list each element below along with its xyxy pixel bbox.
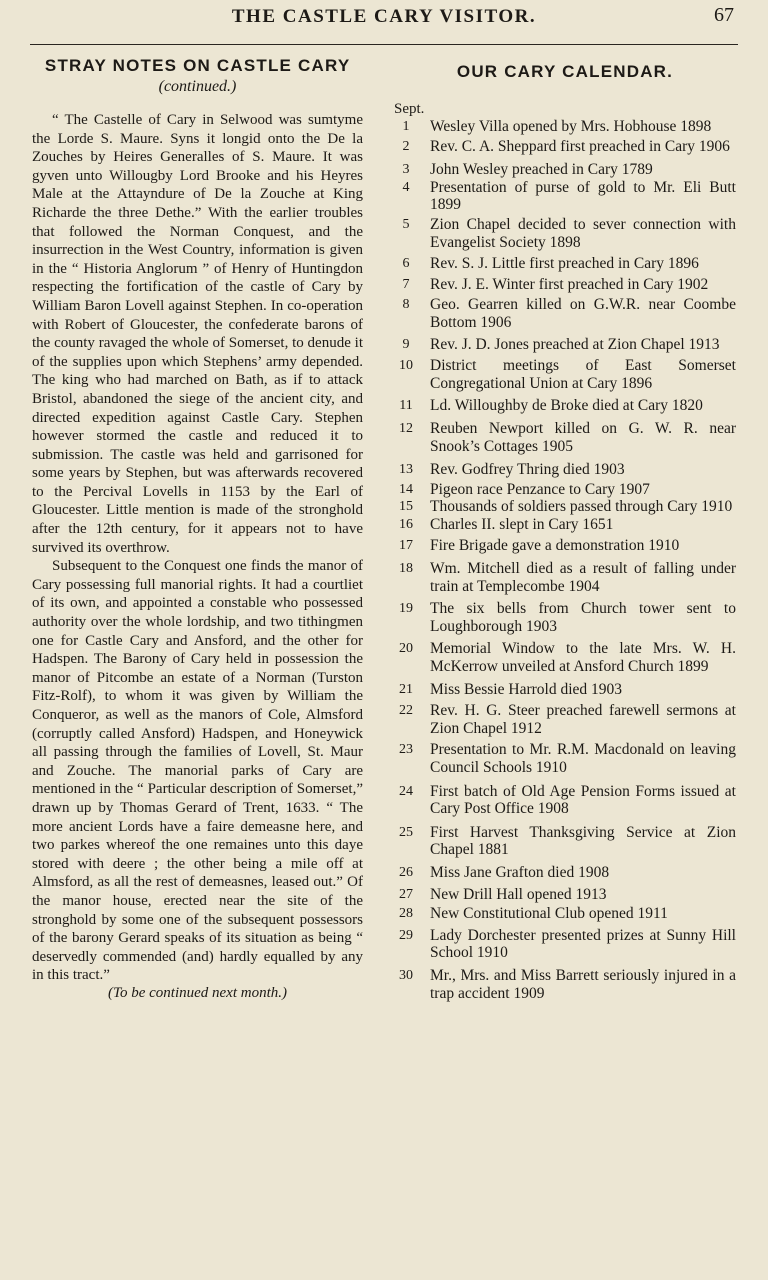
calendar-entry-text: Rev. S. J. Little first preached in Cary 1896	[430, 255, 699, 273]
calendar-day-number: 19	[399, 601, 413, 617]
calendar-entry	[394, 296, 736, 331]
calendar-entry-text: Mr., Mrs. and Miss Barrett seriously injured in a trap accident 1909	[430, 966, 736, 1002]
calendar-entry-text: First batch of Old Age Pension Forms issued at Cary Post Office 1908	[430, 782, 736, 818]
calendar-day-number: 20	[399, 641, 413, 657]
calendar-entry	[394, 216, 736, 251]
calendar-entry	[394, 681, 736, 699]
calendar-entry	[394, 560, 736, 595]
calendar-day-number: 5	[402, 216, 410, 232]
calendar-entry-text: Rev. J. D. Jones preached at Zion Chapel 1913	[430, 335, 720, 353]
calendar-entry-text: Thousands of soldiers passed through Cary 1910	[430, 498, 733, 516]
calendar-day-number: 9	[402, 336, 410, 352]
calendar-day-number: 17	[399, 538, 413, 554]
publication-title: THE CASTLE CARY VISITOR.	[231, 6, 537, 27]
calendar-entry	[394, 179, 736, 214]
calendar-entry	[394, 161, 736, 179]
calendar-column	[394, 56, 736, 1002]
calendar-entry-text: Reuben Newport killed on G. W. R. near Snook’s Cottages 1905	[430, 419, 736, 455]
calendar-entry	[394, 927, 736, 962]
stray-notes-paragraph: Subsequent to the Conquest one finds the manor of Cary possessing full manorial rights. It had a courtliet of its own, and appointed a constable who possessed authority over the whole lordship, and two tithingmen one for Castle Cary and Ansford, and the other for Hadspen. The Barony of Cary held in possession the manor of Pitcombe an estate of a Norman (Turston Fitz-Rolf), to whom it was given by William the Conqueror, as well as the manors of Cole, Almsford (corruptly called Ansford) Hadspen, and Honeywick all passing through the families of Lovell, St. Maur and Zouche. The manorial parks of Cary are mentioned in the “ Particular description of Somerset,” drawn up by Thomas Gerard of Trent, 1633. “ The more ancient Lords have a faire demeasne here, and two parkes whereof the one remaines unto this daye stored with deere ; the other being a mile off at Almsford, as all the rest of demeasnes, leased out.” Of the manor house, erected near the site of the stronghold by some one of the subsequent possessors of the barony Gerard speaks of its situation as being “ deservedly commended (and) hardly equalled by any in this tract.”	[32, 558, 363, 984]
calendar-day-number: 30	[399, 967, 413, 983]
calendar-day-number: 25	[399, 824, 413, 840]
calendar-entry-text: Wesley Villa opened by Mrs. Hobhouse 1898	[430, 118, 712, 135]
calendar-entry-text: The six bells from Church tower sent to Loughborough 1903	[430, 600, 736, 635]
calendar-entry-text: First Harvest Thanksgiving Service at Zion Chapel 1881	[430, 823, 736, 859]
stray-notes-paragraph: “ The Castelle of Cary in Selwood was sumtyme the Lorde S. Maure. Syns it longid onto the De la Zouches by Heires Generalles of S. Maure. It was gyven unto Willougby Lord Brooke and his Heyres Male at the Attayndure of De la Zouche at King Richarde the three Dethe.” With the earlier troubles that followed the Norman Conquest, and the insurrection in the West Country, information is given in the “ Historia Anglorum ” of Henry of Huntingdon respecting the fortification of the castle of Cary by William Baron Lovell against Stephen. In co-operation with Robert of Gloucester, the confederate barons of the county ravaged the whole of Somerset, to denude it of the supplies upon which Stephens’ army depended. The king who had marched on Bath, as if to attack Bristol, abandoned the siege of the ancient city, and directed expedition against Castle Cary. Stephen however stormed the castle and reduced it to submission. The castle was held and garrisoned for some years by Stephen, but was afterwards recovered to the Percival Lovells in 1153 by the Earl of Gloucester. Little mention is made of the stronghold after the 12th century, for it appears not to have survived its overthrow.	[32, 112, 363, 556]
calendar-day-number: 16	[399, 516, 413, 532]
calendar-list	[394, 118, 736, 1002]
calendar-entry	[394, 824, 736, 859]
calendar-entry	[394, 498, 736, 516]
calendar-entry-text: Zion Chapel decided to sever connection with Evangelist Society 1898	[430, 215, 736, 251]
calendar-entry	[394, 537, 736, 555]
page-number: 67	[714, 4, 734, 26]
calendar-month: Sept.	[394, 101, 425, 117]
page-header	[0, 0, 768, 40]
continued-note: (To be continued next month.)	[108, 984, 287, 1001]
calendar-entry	[394, 255, 736, 273]
calendar-heading: OUR CARY CALENDAR.	[456, 62, 674, 81]
calendar-day-number: 1	[402, 119, 410, 134]
calendar-entry-text: Rev. Godfrey Thring died 1903	[430, 461, 625, 479]
calendar-entry-text: Pigeon race Penzance to Cary 1907	[430, 480, 650, 498]
calendar-day-number: 27	[399, 886, 413, 902]
calendar-day-number: 14	[399, 481, 413, 497]
calendar-entry	[394, 600, 736, 635]
calendar-day-number: 26	[399, 864, 413, 880]
calendar-day-number: 3	[402, 162, 410, 178]
calendar-entry-text: New Drill Hall opened 1913	[430, 885, 607, 903]
calendar-entry	[394, 420, 736, 455]
calendar-entry-text: District meetings of East Somerset Congregational Union at Cary 1896	[430, 357, 736, 392]
calendar-day-number: 7	[402, 276, 410, 292]
calendar-entry	[394, 783, 736, 818]
stray-notes-heading-suffix: (continued.)	[158, 78, 237, 95]
calendar-entry-text: Lady Dorchester presented prizes at Sunny Hill School 1910	[430, 926, 736, 962]
calendar-day-number: 13	[399, 462, 413, 478]
calendar-entry-text: Miss Jane Grafton died 1908	[430, 863, 610, 881]
calendar-day-number: 24	[399, 783, 413, 799]
calendar-entry-text: Miss Bessie Harrold died 1903	[430, 680, 623, 698]
calendar-day-number: 12	[399, 420, 413, 436]
calendar-entry	[394, 481, 736, 499]
calendar-day-number: 28	[399, 906, 413, 922]
calendar-entry	[394, 461, 736, 479]
calendar-entry-text: Charles II. slept in Cary 1651	[430, 515, 614, 533]
calendar-entry	[394, 702, 736, 737]
calendar-entry	[394, 397, 736, 415]
calendar-day-number: 10	[399, 358, 413, 374]
calendar-day-number: 15	[399, 499, 413, 515]
calendar-entry-text: John Wesley preached in Cary 1789	[430, 161, 653, 179]
calendar-entry-text: Rev. H. G. Steer preached farewell sermons at Zion Chapel 1912	[430, 702, 736, 737]
calendar-entry	[394, 905, 736, 923]
calendar-entry-text: Wm. Mitchell died as a result of falling under train at Templecombe 1904	[430, 560, 736, 595]
calendar-entry	[394, 118, 736, 136]
calendar-entry	[394, 886, 736, 904]
calendar-day-number: 2	[402, 138, 410, 154]
calendar-entry	[394, 741, 736, 776]
calendar-entry	[394, 516, 736, 534]
calendar-entry-text: Presentation of purse of gold to Mr. Eli Butt 1899	[430, 178, 736, 214]
stray-notes-body	[32, 111, 363, 985]
calendar-day-number: 4	[402, 179, 410, 195]
calendar-entry-text: Rev. J. E. Winter first preached in Cary 1902	[430, 275, 709, 293]
calendar-entry	[394, 864, 736, 882]
calendar-entry	[394, 640, 736, 675]
calendar-entry	[394, 336, 736, 354]
calendar-entry-text: Ld. Willoughby de Broke died at Cary 1820	[430, 397, 703, 415]
calendar-entry-text: Memorial Window to the late Mrs. W. H. McKerrow unveiled at Ansford Church 1899	[430, 640, 736, 676]
calendar-entry-text: Fire Brigade gave a demonstration 1910	[430, 537, 680, 555]
calendar-day-number: 8	[402, 297, 410, 313]
calendar-entry	[394, 967, 736, 1002]
stray-notes-heading-main: STRAY NOTES ON CASTLE CARY	[44, 56, 351, 75]
calendar-day-number: 21	[399, 681, 413, 697]
stray-notes-heading	[32, 56, 363, 97]
calendar-day-number: 29	[399, 927, 413, 943]
calendar-entry	[394, 276, 736, 294]
calendar-day-number: 22	[399, 703, 413, 719]
stray-notes-column	[32, 56, 363, 1002]
calendar-entry	[394, 357, 736, 392]
calendar-entry-text: Rev. C. A. Sheppard first preached in Cary 1906	[430, 137, 730, 155]
calendar-entry	[394, 138, 736, 156]
calendar-day-number: 18	[399, 561, 413, 577]
calendar-entry-text: New Constitutional Club opened 1911	[430, 905, 668, 923]
calendar-day-number: 11	[399, 398, 413, 414]
header-divider	[30, 44, 738, 45]
calendar-day-number: 6	[402, 256, 410, 272]
calendar-entry-text: Presentation to Mr. R.M. Macdonald on leaving Council Schools 1910	[430, 741, 736, 776]
calendar-day-number: 23	[399, 742, 413, 758]
calendar-entry-text: Geo. Gearren killed on G.W.R. near Coombe Bottom 1906	[430, 296, 736, 331]
